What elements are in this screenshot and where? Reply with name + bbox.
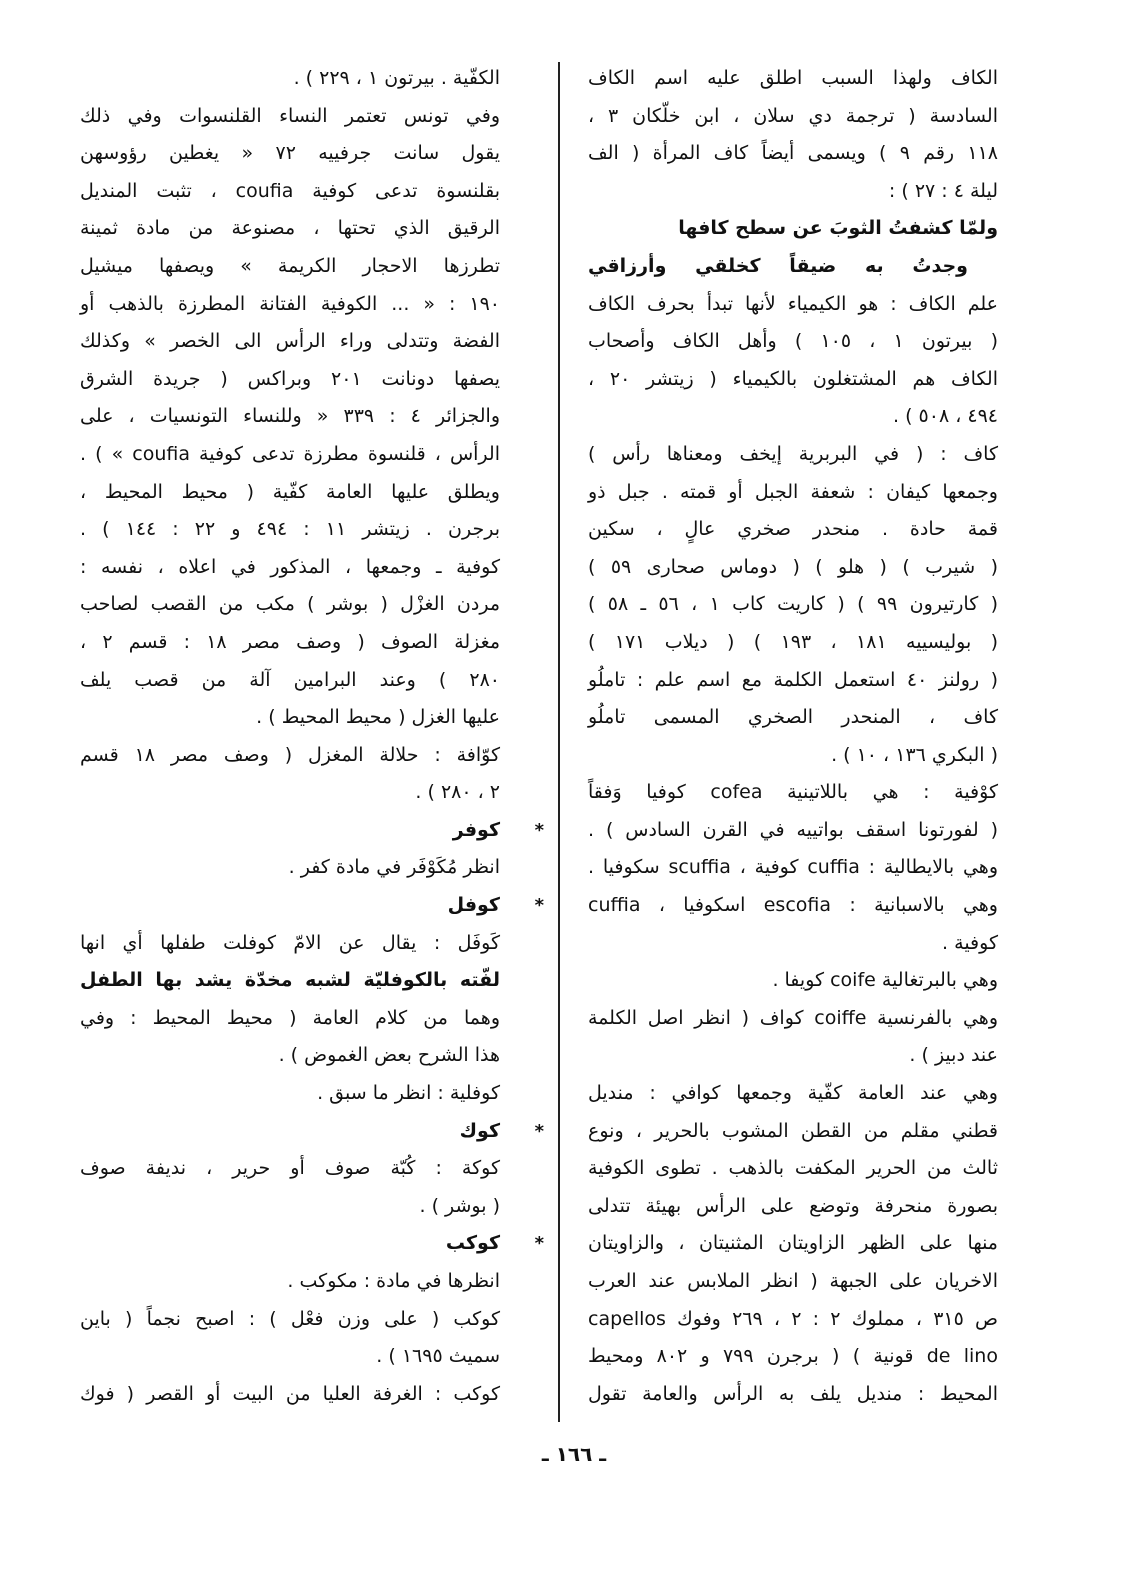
verse-line: وجدتُ به ضيقاً كخلقي وأرزاقي: [588, 254, 968, 277]
entry-line: كوْفية : هي باللاتينية cofea كوفيا وَفقاً: [588, 781, 998, 804]
text-line: قمة حادة . منحدر صخري عالٍ ، سكين: [588, 518, 998, 541]
text-line: المحيط : منديل يلف به الرأس والعامة تقول: [588, 1382, 998, 1405]
right-column: [588, 60, 998, 1413]
text-line: الرأس ، قلنسوة مطرزة تدعى كوفية coufia » ) .: [80, 442, 500, 465]
text-line: قطني مقلم من القطن المشوب بالحرير ، ونوع: [588, 1119, 998, 1142]
text-line: السادسة ( ترجمة دي سلان ، ابن خلّكان ٣ ،: [588, 104, 999, 127]
left-column: [80, 60, 544, 1413]
heading-label: كوكب: [445, 1232, 500, 1255]
text-line: وهي بالاسبانية : escofia اسكوفيا ، cuffia: [588, 894, 998, 917]
text-line: والجزائر ٤ : ٣٣٩ « وللنساء التونسيات ، على: [80, 405, 501, 428]
asterisk-icon: *: [534, 1233, 544, 1255]
text-line: ( بيرتون ١ ، ١٠٥ ) وأهل الكاف وأصحاب: [588, 330, 998, 353]
entry-line: كاف : ( في البربرية إيخف ومعناها رأس ): [588, 442, 998, 465]
text-line: ٢ ، ٢٨٠ ) .: [415, 781, 500, 804]
text-line: يقول سانت جرفييه ٧٢ « يغطين رؤوسهن: [80, 142, 500, 165]
page-number: ـ ١٦٦ ـ: [541, 1442, 607, 1466]
text-line: وهي بالفرنسية coiffe كواف ( انظر اصل الكلمة: [588, 1006, 998, 1029]
asterisk-icon: *: [534, 895, 544, 917]
text-line: وهي بالايطالية : cuffia كوفية ، scuffia سكوفيا .: [588, 856, 999, 879]
text-line: بصورة منحرفة وتوضع على الرأس بهيئة تتدلى: [588, 1194, 998, 1217]
text-line: ١٩٠ : « ... الكوفية الفتانة المطرزة بالذهب أو: [80, 292, 500, 315]
entry-line: كوكب ( على وزن فعْل ) : اصبح نجماً ( باين: [80, 1307, 500, 1330]
text-line: الكفّية . بيرتون ١ ، ٢٢٩ ) .: [293, 67, 500, 89]
text-line: انظرها في مادة : مكوكب .: [287, 1270, 500, 1292]
text-line: ( رولنز ٤٠ استعمل الكلمة مع اسم علم : تاملُو: [588, 668, 999, 691]
column-divider: [558, 62, 560, 1422]
text-line: الفضة وتتدلى وراء الرأس الى الخصر » وكذلك: [80, 330, 500, 353]
text-line: كوفية ـ وجمعها ، المذكور في اعلاه ، نفسه :: [80, 555, 500, 578]
text-line: ( شيرب ) ( هلو ) ( دوماس صحارى ٥٩ ): [588, 555, 998, 578]
heading-label: كوك: [459, 1119, 500, 1142]
text-line: ( لفورتونا اسقف بواتييه في القرن السادس ) .: [588, 818, 998, 841]
text-line: ص ٣١٥ ، مملوك ٢ : ٢ ، ٢٦٩ وفوك capellos: [588, 1307, 999, 1330]
text-line: ليلة ٤ : ٢٧ ) :: [888, 179, 998, 202]
text-line: عند دبيز ) .: [909, 1044, 998, 1067]
text-line: وهي بالبرتغالية coife كويفا .: [772, 969, 998, 992]
text-line: الكاف هم المشتغلون بالكيمياء ( زيتشر ٢٠ ،: [588, 367, 998, 390]
text-line: ٢٨٠ ) وعند البرامين آلة من قصب يلف: [80, 668, 500, 691]
asterisk-icon: *: [534, 819, 544, 841]
entry-line: علم الكاف : هو الكيمياء لأنها تبدأ بحرف الكاف: [588, 292, 998, 315]
text-line: وهما من كلام العامة ( محيط المحيط : وفي: [80, 1006, 500, 1029]
entry-line: كوكة : كُبّة صوف أو حرير ، نديفة صوف: [80, 1157, 500, 1180]
entry-line: كوّافة : حلالة المغزل ( وصف مصر ١٨ قسم: [80, 743, 500, 766]
entry-line: كَوفَل : يقال عن الامّ كوفلت طفلها أي انها: [80, 931, 500, 954]
entry-heading: [80, 887, 544, 925]
text-line: بقلنسوة تدعى كوفية coufia ، تثبت المنديل: [80, 179, 500, 202]
entry-heading: [80, 812, 544, 850]
text-line: الرقيق الذي تحتها ، مصنوعة من مادة ثمينة: [80, 217, 500, 240]
verse-line: ولمّا كشفتُ الثوبَ عن سطح كافها: [678, 217, 998, 240]
text-line: الكاف ولهذا السبب اطلق عليه اسم الكاف: [588, 67, 998, 89]
text-line: ١١٨ رقم ٩ ) ويسمى أيضاً كاف المرأة ( الف: [588, 142, 998, 165]
text-line: ٤٩٤ ، ٥٠٨ ) .: [893, 405, 998, 428]
asterisk-icon: *: [534, 1120, 544, 1142]
entry-line: كوفلية : انظر ما سبق .: [317, 1082, 500, 1105]
heading-label: كوفر: [452, 818, 500, 841]
text-line: ( كارتيرون ٩٩ ) ( كاريت كاب ١ ، ٥٦ ـ ٥٨ ): [588, 593, 998, 616]
text-line: عليها الغزل ( محيط المحيط ) .: [256, 706, 500, 729]
text-line: ( بوليسييه ١٨١ ، ١٩٣ ) ( ديلاب ١٧١ ): [588, 630, 998, 653]
text-line: تطرزها الاحجار الكريمة » ويصفها ميشيل: [80, 254, 500, 277]
text-line: ( البكري ١٣٦ ، ١٠ ) .: [831, 743, 998, 766]
text-line: وهي عند العامة كفّية وجمعها كوافي : منديل: [588, 1082, 998, 1105]
text-line: مردن الغزْل ( بوشر ) مكب من القصب لصاحب: [80, 593, 500, 616]
text-line: ثالث من الحرير المكفت بالذهب . تطوى الكوفية: [588, 1157, 998, 1180]
entry-line: كوكب : الغرفة العليا من البيت أو القصر ( فوك: [80, 1382, 500, 1405]
text-line: الاخريان على الجبهة ( انظر الملابس عند العرب: [588, 1270, 998, 1292]
text-line: كوفية .: [942, 931, 998, 954]
text-line: يصفها دونانت ٢٠١ وبراكس ( جريدة الشرق: [80, 367, 500, 390]
text-line: لفّته بالكوفليّة لشبه مخدّة يشد بها الطفل: [80, 969, 500, 992]
text-line: ويطلق عليها العامة كفّية ( محيط المحيط ،: [80, 480, 500, 503]
text-line: ( بوشر ) .: [419, 1194, 500, 1217]
text-line: مغزلة الصوف ( وصف مصر ١٨ : قسم ٢ ،: [80, 630, 500, 653]
text-line: de lino قونية ) ( برجرن ٧٩٩ و ٨٠٢ ومحيط: [588, 1345, 998, 1368]
text-line: وفي تونس تعتمر النساء القلنسوات وفي ذلك: [80, 104, 500, 127]
text-line: وجمعها كيفان : شعفة الجبل أو قمته . جبل ذو: [588, 480, 998, 503]
heading-label: كوفل: [447, 894, 500, 917]
text-line: انظر مُكَوْفَر في مادة كفر .: [288, 856, 500, 879]
text-line: منها على الظهر الزاويتان المثنيتان ، والزاويتان: [588, 1232, 998, 1255]
text-line: برجرن . زيتشر ١١ : ٤٩٤ و ٢٢ : ١٤٤ ) .: [80, 518, 501, 541]
text-line: كاف ، المنحدر الصخري المسمى تاملُو: [588, 706, 998, 729]
entry-heading: [80, 1225, 544, 1263]
text-line: هذا الشرح بعض الغموض ) .: [278, 1044, 500, 1067]
text-line: سميث ١٦٩٥ ) .: [376, 1345, 500, 1368]
entry-heading: [80, 1113, 544, 1151]
